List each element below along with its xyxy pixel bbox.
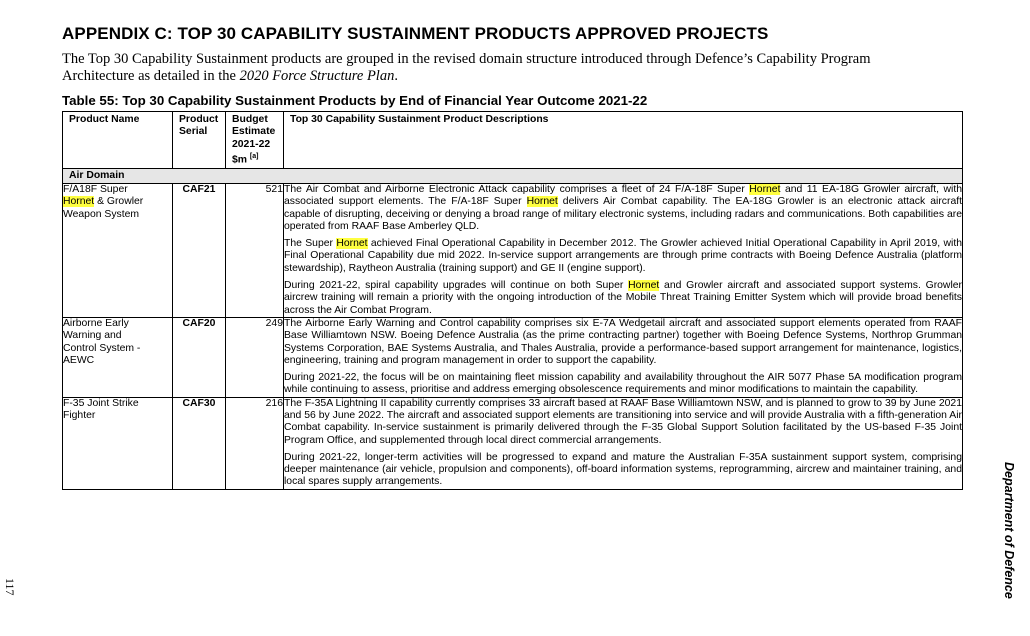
- header-budget-line-1: Budget: [232, 114, 268, 125]
- product-name-line: & Growler: [94, 196, 144, 208]
- table-row: [63, 317, 963, 397]
- table-row: [63, 397, 963, 489]
- description-paragraph: The F-35A Lightning II capability currently comprises 33 aircraft based at RAAF Base Williamtown NSW, and is planned to grow to 39 by June 2021 and 56 by June 2022. The aircraft and associated support elements are transitioning into service and will provide Australia with a fifth-generation Air Combat capability. In-service sustainment is primarily delivered through the F-35 Global Support Solution facilitated by the US-based F-35 Joint Program Office, and supplemented through local direct commercial arrangements.: [284, 397, 962, 446]
- product-name-cell: [63, 397, 173, 489]
- desc-text: The Air Combat and Airborne Electronic Attack capability comprises a fleet of 24 F/A-18F Super: [284, 183, 750, 195]
- product-serial-cell: CAF30: [173, 397, 226, 489]
- intro-italic: 2020 Force Structure Plan: [239, 68, 395, 84]
- highlight-hornet: Hornet: [526, 196, 558, 208]
- table-header-row: [63, 112, 963, 169]
- product-name-cell: [63, 183, 173, 317]
- page-number: 117: [3, 578, 17, 596]
- budget-cell: 249: [226, 317, 284, 397]
- description-cell: [284, 317, 963, 397]
- header-descriptions: Top 30 Capability Sustainment Product Descriptions: [284, 112, 963, 169]
- domain-label: Air Domain: [63, 168, 963, 183]
- domain-row: [63, 168, 963, 183]
- product-name-cell: [63, 317, 173, 397]
- header-serial-line-2: Serial: [179, 126, 208, 138]
- desc-text: The Super: [284, 238, 337, 250]
- product-name-line: F-35 Joint Strike: [63, 397, 139, 409]
- description-paragraph: [284, 238, 962, 275]
- desc-text: and Growler aircraft and associated support systems. Growler aircrew training will remain a priority with the ongoing introduction of the Mobile Threat Training Emitter System which will provide broad benefits across the Air Combat Program.: [284, 280, 962, 316]
- highlight-hornet: Hornet: [63, 196, 95, 208]
- side-label-department: Department of Defence: [1002, 462, 1016, 599]
- highlight-hornet: Hornet: [628, 280, 660, 292]
- desc-text: During 2021-22, spiral capability upgrades will continue on both Super: [284, 280, 629, 292]
- intro-text-1: The Top 30 Capability Sustainment products are grouped in the revised domain structure introduced through Defence’s Capability Program Architecture as detailed in the: [62, 51, 871, 84]
- description-cell: [284, 183, 963, 317]
- sustainment-table: [62, 111, 963, 490]
- table-caption: Table 55: Top 30 Capability Sustainment Products by End of Financial Year Outcome 2021-22: [62, 93, 648, 108]
- desc-text: and 11 EA-18G Growler aircraft, with associated support elements. The F/A-18F Super: [284, 183, 962, 208]
- heading-text: APPENDIX C: TOP 30 CAPABILITY SUSTAINMENT PRODUCTS APPROVED PROJECTS: [62, 24, 769, 43]
- description-paragraph: During 2021-22, the focus will be on maintaining fleet mission capability and availability throughout the AIR 5077 Phase 5A modification program while continuing to assess, prioritise and address emerging obsolescence requirements and minor modifications to maintain the capability.: [284, 372, 962, 396]
- desc-text: achieved Final Operational Capability in December 2012. The Growler achieved Initial Operational Capability in April 2019, with Final Operational Capability due mid 2022. In-service support arrangements are through prime contracts with Boeing Defence Australia (platform stewardship), Raytheon Australia (training support) and GE II (engine support).: [284, 238, 963, 274]
- header-budget-note: [a]: [249, 152, 259, 160]
- desc-text: delivers Air Combat capability. The EA-18G Growler is an electronic attack aircraft capable of disrupting, deceiving or denying a broad range of military electronic systems, including radars and communications. Both capabilities are operated from RAAF Base Amberley QLD.: [284, 196, 962, 232]
- description-cell: [284, 397, 963, 489]
- header-budget-line-3: 2021-22: [232, 138, 271, 150]
- header-serial-line-1: Product: [179, 114, 219, 125]
- product-serial-cell: CAF20: [173, 317, 226, 397]
- header-product-serial: [173, 112, 226, 169]
- product-name-line: Control System -: [63, 342, 141, 354]
- intro-text-2: .: [394, 68, 398, 84]
- appendix-heading: [62, 24, 768, 44]
- product-name-line: Airborne Early: [63, 317, 129, 329]
- product-name-line: Warning and: [63, 330, 122, 342]
- product-serial-cell: CAF21: [173, 183, 226, 317]
- budget-cell: 216: [226, 397, 284, 489]
- highlight-hornet: Hornet: [749, 183, 781, 195]
- budget-cell: 521: [226, 183, 284, 317]
- highlight-hornet: Hornet: [336, 238, 368, 250]
- header-budget-line-2: Estimate: [232, 126, 276, 138]
- product-name-line: Fighter: [63, 410, 96, 421]
- header-budget: [226, 112, 284, 169]
- table-row: [63, 183, 963, 317]
- product-name-line: Weapon System: [63, 208, 140, 220]
- description-paragraph: During 2021-22, longer-term activities will be progressed to expand and mature the Australian F-35A sustainment support system, comprising deeper maintenance (air vehicle, propulsion and components), off-board information systems, reprogramming, aircrew and maintainer training, and local spares supply arrangements.: [284, 451, 962, 488]
- intro-paragraph: [62, 51, 912, 85]
- description-paragraph: [284, 184, 962, 233]
- header-budget-line-4: $m: [232, 154, 248, 166]
- description-paragraph: [284, 280, 962, 317]
- header-product-name: Product Name: [63, 112, 173, 169]
- product-name-line: AEWC: [63, 354, 95, 366]
- product-name-line: F/A18F Super: [63, 183, 128, 195]
- description-paragraph: The Airborne Early Warning and Control capability comprises six E-7A Wedgetail aircraft and associated support elements operated from RAAF Base Williamtown NSW. Boeing Defence Australia (as the prime contracting partner) together with Boeing Defence Systems, Northrop Grumman Systems Corporation, BAE Systems Australia, and Thales Australia, provide a performance-based support arrangement for maintenance, logistics, engineering, training and program management in order to support the capability.: [284, 317, 962, 366]
